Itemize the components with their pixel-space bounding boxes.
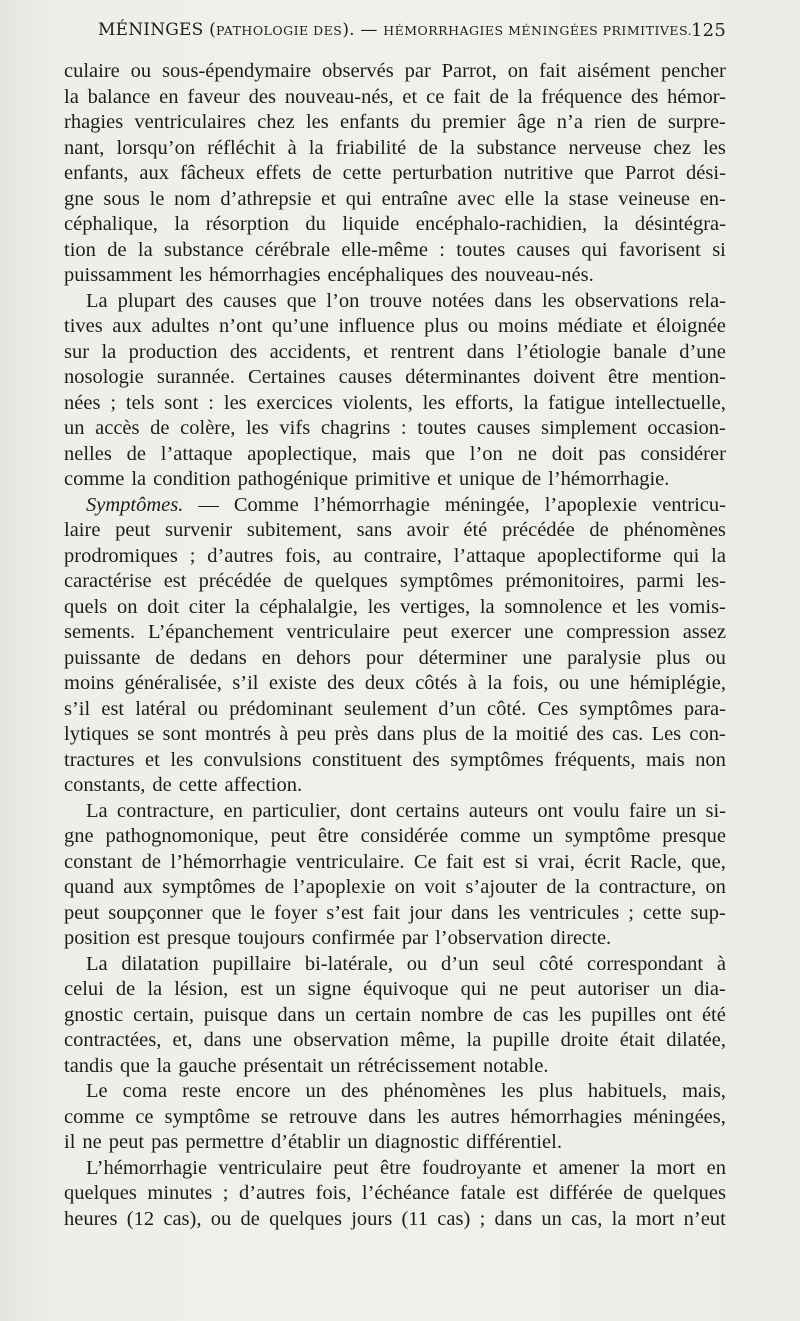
text-line: enfants, aux fâcheux effets de cette perturbation nutritive que Parrot dési- — [64, 162, 726, 184]
text-line: tandis que la gauche présentait un rétrécissement notable. — [64, 1054, 549, 1077]
text-line: sements. L’épanchement ventriculaire peut exercer une compression assez — [64, 621, 726, 643]
text-line: peut soupçonner que le foyer s’est fait jour dans les ventricules ; cette sup- — [64, 901, 726, 924]
paragraph — [64, 1079, 726, 1156]
text-line: Le coma reste encore un des phénomènes les plus habituels, mais, — [86, 1080, 726, 1102]
text-line: lytiques se sont montrés à peu près dans plus de la moitié des cas. Les con- — [64, 723, 726, 745]
text-line: nant, lorsqu’on réfléchit à la friabilité de la substance nerveuse chez les — [64, 136, 726, 159]
text-line: quels on doit citer la céphalalgie, les vertiges, la somnolence et les vomis- — [64, 595, 726, 618]
text-line: Symptômes. — Comme l’hémorrhagie méningée, l’apoplexie ventricu- — [64, 493, 726, 519]
text-line: puissante de dedans en dehors pour déterminer une paralysie plus ou — [64, 646, 726, 669]
text-line: rhagies ventriculaires chez les enfants du premier âge n’a rien de surpre- — [64, 111, 726, 133]
running-head-text-2: PATHOLOGIE DES — [215, 23, 343, 38]
paragraph — [64, 952, 726, 1080]
text-line: La plupart des causes que l’on trouve notées dans les observations rela- — [86, 289, 726, 312]
text-line: prodromiques ; d’autres fois, au contraire, l’attaque apoplectiforme qui la — [64, 544, 726, 567]
text-line: tives aux adultes n’ont qu’une influence plus ou moins médiate et éloignée — [64, 315, 726, 337]
text-line: L’hémorrhagie ventriculaire peut être foudroyante et amener la mort en — [86, 1156, 726, 1179]
text-line: tion de la substance cérébrale elle-même : toutes causes qui favorisent si — [64, 238, 726, 261]
running-head — [98, 14, 726, 44]
text-line: moins généralisée, s’il existe des deux côtés à la fois, ou une hémiplégie, — [64, 672, 726, 694]
text-line: puissamment les hémorrhagies encéphaliques des nouveau-nés. — [64, 264, 594, 286]
running-head-text-3: ). — — [342, 20, 384, 40]
text-line: comme la condition pathogénique primitive et unique de l’hémorrhagie. — [64, 468, 670, 490]
text-line: La dilatation pupillaire bi-latérale, ou d’un seul côté correspondant à — [86, 952, 726, 975]
text-line: constants, de cette affection. — [64, 774, 303, 796]
text-line: s’il est latéral ou prédominant seulement d’un côté. Ces symptômes para- — [64, 697, 726, 720]
text-line: contractées, et, dans une observation même, la pupille droite était dilatée, — [64, 1029, 726, 1051]
text-line: nelles de l’attaque apoplectique, mais que l’on ne doit pas considérer — [64, 442, 726, 465]
running-head-text-1: MÉNINGES ( — [98, 20, 216, 40]
paragraph — [64, 799, 726, 952]
text-line: un accès de colère, les vifs chagrins : toutes causes simplement occasion- — [64, 417, 726, 439]
text-line: nées ; tels sont : les exercices violents, les efforts, la fatigue intellectuelle, — [64, 391, 726, 414]
text-line: gne sous le nom d’athrepsie et qui entraîne avec elle la stase veineuse en- — [64, 187, 726, 210]
text-line: quand aux symptômes de l’apoplexie on voit s’ajouter de la contracture, on — [64, 876, 726, 898]
text-line: céphalique, la résorption du liquide encéphalo-rachidien, la désintégra- — [64, 213, 726, 235]
paragraph — [64, 1156, 726, 1233]
text-line: comme ce symptôme se retrouve dans les autres hémorrhagies méningées, — [64, 1105, 726, 1128]
text-line: culaire ou sous-épendymaire observés par Parrot, on fait aisément pencher — [64, 60, 726, 82]
text-line: sur la production des accidents, et rentrent dans l’étiologie banale d’une — [64, 340, 726, 363]
running-head-text-4: HÉMORRHAGIES MÉNINGÉES PRIMITIVES. — [383, 23, 693, 38]
text-line: tractures et les convulsions constituent des symptômes fréquents, mais non — [64, 748, 726, 771]
text-line: gnostic certain, puisque dans un certain nombre de cas les pupilles ont été — [64, 1003, 726, 1026]
text-line: constant de l’hémorrhagie ventriculaire. Ce fait est si vrai, écrit Racle, que, — [64, 850, 726, 873]
text-line: la balance en faveur des nouveau-nés, et ce fait de la fréquence des hémor- — [64, 85, 726, 108]
text-line: gne pathognomonique, peut être considérée comme un symptôme presque — [64, 825, 726, 847]
paragraph — [64, 493, 726, 799]
text-line: position est presque toujours confirmée par l’observation directe. — [64, 927, 612, 949]
page-number: 125 — [691, 20, 726, 41]
text-line: La contracture, en particulier, dont certains auteurs ont voulu faire un si- — [86, 799, 726, 822]
text-line: quelques minutes ; d’autres fois, l’échéance fatale est différée de quelques — [64, 1182, 726, 1204]
running-head-title — [98, 20, 692, 40]
text-line: il ne peut pas permettre d’établir un diagnostic différentiel. — [64, 1131, 562, 1153]
section-heading: Symptômes. — [86, 493, 184, 516]
paragraph — [64, 59, 726, 289]
text-line: celui de la lésion, est un signe équivoque qui ne peut autoriser un dia- — [64, 978, 726, 1000]
text-line: heures (12 cas), ou de quelques jours (11 cas) ; dans un cas, la mort n’eut — [64, 1207, 726, 1230]
paragraph — [64, 289, 726, 493]
body-text — [64, 59, 726, 1232]
text-line: laire peut survenir subitement, sans avoir été précédée de phénomènes — [64, 519, 726, 541]
text-line: nosologie surannée. Certaines causes déterminantes doivent être mention- — [64, 366, 726, 388]
text-line: caractérise est précédée de quelques symptômes prémonitoires, parmi les- — [64, 570, 726, 592]
